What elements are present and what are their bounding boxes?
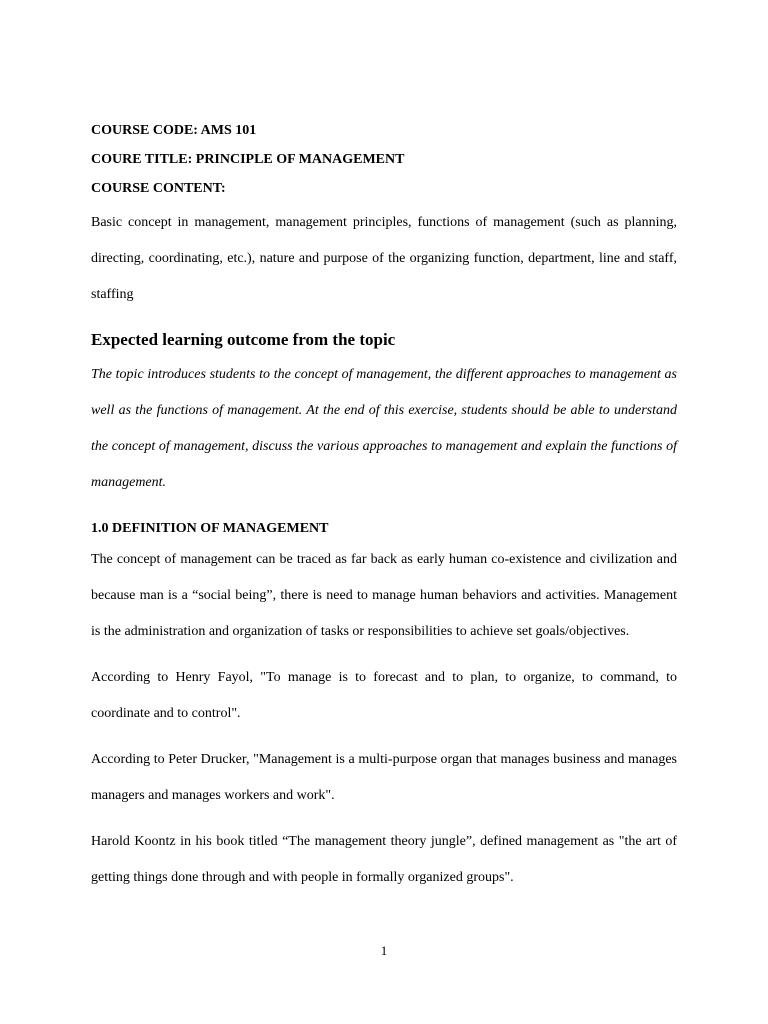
section-definition-title: 1.0 DEFINITION OF MANAGEMENT [91,521,329,536]
course-content-label: COURSE CONTENT: [91,181,226,196]
course-title: COURE TITLE: PRINCIPLE OF MANAGEMENT [91,152,405,167]
definition-paragraph: The concept of management can be traced as far back as early human co-existence and civilization and because man is a “social being”, there is need to manage human behaviors and activities. Management is the administration and organization of tasks or responsibilities to achieve set goals/objectives. [91,552,677,639]
learning-outcome-title: Expected learning outcome from the topic [91,330,396,349]
page-content [91,122,677,906]
fayol-quote-paragraph: According to Henry Fayol, "To manage is to forecast and to plan, to organize, to command, to coordinate and to control". [91,670,677,721]
page-number: 1 [380,943,388,958]
course-code: COURSE CODE: AMS 101 [91,123,257,138]
learning-outcome-text: The topic introduces students to the concept of management, the different approaches to management as well as the functions of management. At the end of this exercise, students should be able to understand the concept of management, discuss the various approaches to management and explain the functions of management. [91,367,677,490]
drucker-quote-paragraph: According to Peter Drucker, "Management is a multi-purpose organ that manages business and manages managers and manages workers and work". [91,752,677,803]
koontz-quote-paragraph: Harold Koontz in his book titled “The management theory jungle”, defined management as "the art of getting things done through and with people in formally organized groups". [91,834,677,885]
course-content-text: Basic concept in management, management principles, functions of management (such as planning, directing, coordinating, etc.), nature and purpose of the organizing function, department, line and staff, staffing [91,215,677,302]
